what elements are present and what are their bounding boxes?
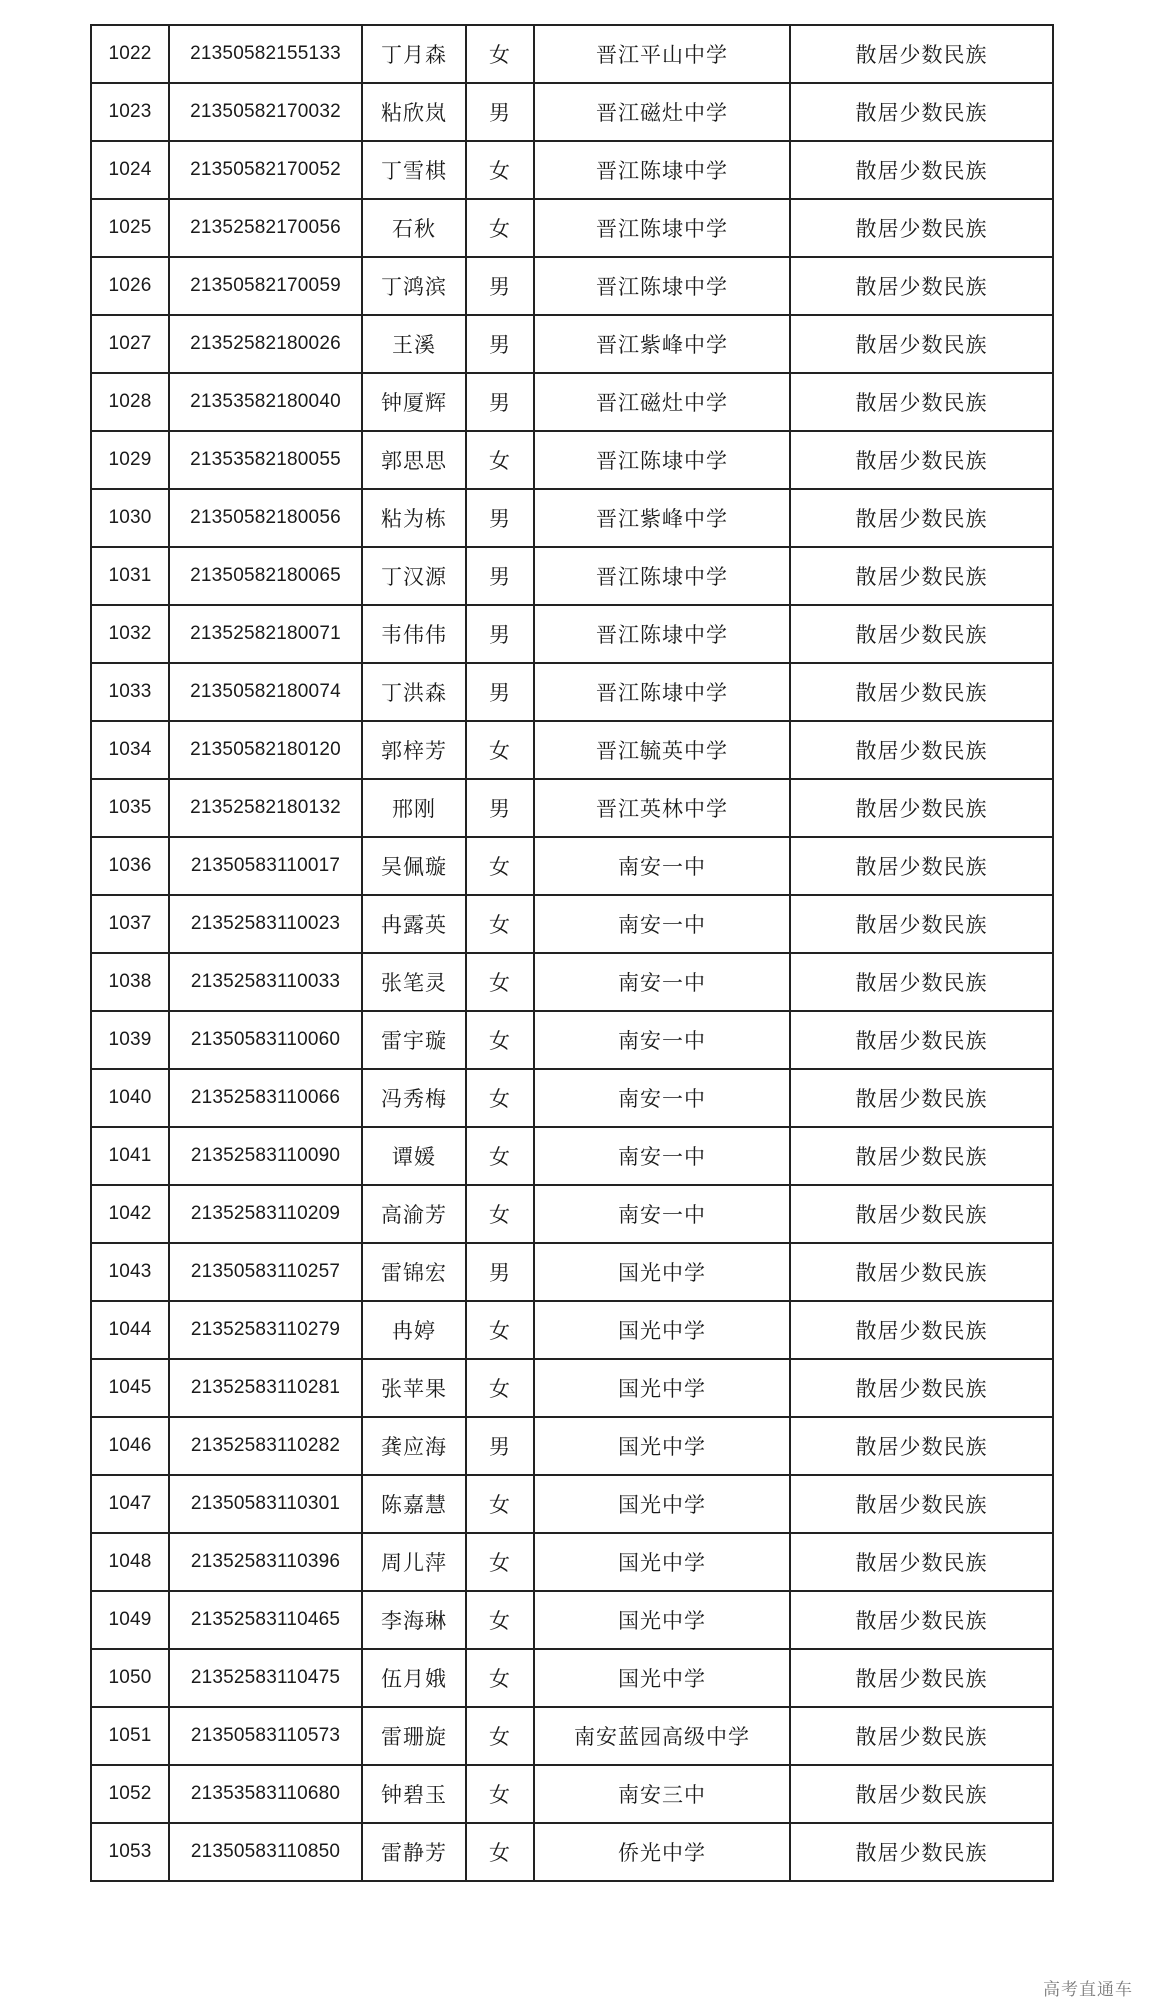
- gender-cell: 男: [466, 257, 534, 315]
- exam-id-cell: 21352583110279: [169, 1301, 362, 1359]
- school-cell: 晋江陈埭中学: [534, 431, 790, 489]
- school-cell: 晋江磁灶中学: [534, 83, 790, 141]
- row-number-cell: 1051: [91, 1707, 169, 1765]
- student-name-cell: 郭思思: [362, 431, 466, 489]
- gender-cell: 男: [466, 779, 534, 837]
- student-name-cell: 周儿萍: [362, 1533, 466, 1591]
- roster-sheet: [90, 24, 1052, 1882]
- school-cell: 南安一中: [534, 1011, 790, 1069]
- gender-cell: 女: [466, 431, 534, 489]
- exam-id-cell: 21350583110850: [169, 1823, 362, 1881]
- student-name-cell: 张笔灵: [362, 953, 466, 1011]
- school-cell: 南安一中: [534, 895, 790, 953]
- exam-id-cell: 21350583110301: [169, 1475, 362, 1533]
- table-row: [91, 199, 1053, 257]
- table-row: [91, 257, 1053, 315]
- row-number-cell: 1037: [91, 895, 169, 953]
- school-cell: 晋江紫峰中学: [534, 489, 790, 547]
- student-name-cell: 韦伟伟: [362, 605, 466, 663]
- school-cell: 南安蓝园高级中学: [534, 1707, 790, 1765]
- table-row: [91, 141, 1053, 199]
- school-cell: 国光中学: [534, 1649, 790, 1707]
- category-cell: 散居少数民族: [790, 663, 1053, 721]
- table-row: [91, 373, 1053, 431]
- student-name-cell: 雷宇璇: [362, 1011, 466, 1069]
- exam-id-cell: 21350582180120: [169, 721, 362, 779]
- student-name-cell: 钟碧玉: [362, 1765, 466, 1823]
- gender-cell: 女: [466, 1127, 534, 1185]
- table-row: [91, 895, 1053, 953]
- category-cell: 散居少数民族: [790, 199, 1053, 257]
- exam-id-cell: 21353582180040: [169, 373, 362, 431]
- table-row: [91, 83, 1053, 141]
- exam-id-cell: 21350582170059: [169, 257, 362, 315]
- table-row: [91, 1011, 1053, 1069]
- category-cell: 散居少数民族: [790, 1533, 1053, 1591]
- exam-id-cell: 21352583110396: [169, 1533, 362, 1591]
- table-row: [91, 779, 1053, 837]
- category-cell: 散居少数民族: [790, 373, 1053, 431]
- table-row: [91, 1475, 1053, 1533]
- category-cell: 散居少数民族: [790, 895, 1053, 953]
- gender-cell: 男: [466, 663, 534, 721]
- table-row: [91, 1649, 1053, 1707]
- gender-cell: 女: [466, 1011, 534, 1069]
- table-row: [91, 721, 1053, 779]
- student-name-cell: 石秋: [362, 199, 466, 257]
- exam-id-cell: 21352583110475: [169, 1649, 362, 1707]
- gender-cell: 男: [466, 315, 534, 373]
- table-row: [91, 1591, 1053, 1649]
- gender-cell: 女: [466, 1359, 534, 1417]
- row-number-cell: 1029: [91, 431, 169, 489]
- exam-id-cell: 21352582180071: [169, 605, 362, 663]
- table-row: [91, 1359, 1053, 1417]
- gender-cell: 男: [466, 83, 534, 141]
- exam-id-cell: 21350582170032: [169, 83, 362, 141]
- row-number-cell: 1023: [91, 83, 169, 141]
- table-row: [91, 837, 1053, 895]
- category-cell: 散居少数民族: [790, 837, 1053, 895]
- row-number-cell: 1027: [91, 315, 169, 373]
- exam-id-cell: 21350582155133: [169, 25, 362, 83]
- row-number-cell: 1044: [91, 1301, 169, 1359]
- row-number-cell: 1043: [91, 1243, 169, 1301]
- student-roster-table: [90, 24, 1054, 1882]
- school-cell: 晋江陈埭中学: [534, 547, 790, 605]
- category-cell: 散居少数民族: [790, 141, 1053, 199]
- exam-id-cell: 21350583110573: [169, 1707, 362, 1765]
- exam-id-cell: 21352583110090: [169, 1127, 362, 1185]
- table-row: [91, 431, 1053, 489]
- school-cell: 南安一中: [534, 837, 790, 895]
- gender-cell: 女: [466, 1765, 534, 1823]
- exam-id-cell: 21352582180026: [169, 315, 362, 373]
- category-cell: 散居少数民族: [790, 605, 1053, 663]
- student-name-cell: 王溪: [362, 315, 466, 373]
- row-number-cell: 1047: [91, 1475, 169, 1533]
- row-number-cell: 1024: [91, 141, 169, 199]
- row-number-cell: 1045: [91, 1359, 169, 1417]
- gender-cell: 女: [466, 837, 534, 895]
- gender-cell: 男: [466, 1243, 534, 1301]
- exam-id-cell: 21350583110257: [169, 1243, 362, 1301]
- exam-id-cell: 21352583110023: [169, 895, 362, 953]
- table-row: [91, 1533, 1053, 1591]
- exam-id-cell: 21350582180056: [169, 489, 362, 547]
- school-cell: 南安一中: [534, 1127, 790, 1185]
- school-cell: 晋江毓英中学: [534, 721, 790, 779]
- category-cell: 散居少数民族: [790, 431, 1053, 489]
- student-name-cell: 谭媛: [362, 1127, 466, 1185]
- school-cell: 南安三中: [534, 1765, 790, 1823]
- gender-cell: 女: [466, 1591, 534, 1649]
- row-number-cell: 1050: [91, 1649, 169, 1707]
- row-number-cell: 1030: [91, 489, 169, 547]
- student-name-cell: 雷静芳: [362, 1823, 466, 1881]
- category-cell: 散居少数民族: [790, 83, 1053, 141]
- student-name-cell: 雷锦宏: [362, 1243, 466, 1301]
- category-cell: 散居少数民族: [790, 315, 1053, 373]
- row-number-cell: 1031: [91, 547, 169, 605]
- student-name-cell: 吴佩璇: [362, 837, 466, 895]
- row-number-cell: 1022: [91, 25, 169, 83]
- table-row: [91, 1301, 1053, 1359]
- category-cell: 散居少数民族: [790, 1011, 1053, 1069]
- student-name-cell: 冉婷: [362, 1301, 466, 1359]
- student-name-cell: 张苹果: [362, 1359, 466, 1417]
- gender-cell: 男: [466, 605, 534, 663]
- school-cell: 国光中学: [534, 1243, 790, 1301]
- student-name-cell: 钟厦辉: [362, 373, 466, 431]
- student-name-cell: 粘为栋: [362, 489, 466, 547]
- gender-cell: 女: [466, 1823, 534, 1881]
- student-name-cell: 郭梓芳: [362, 721, 466, 779]
- category-cell: 散居少数民族: [790, 257, 1053, 315]
- table-row: [91, 605, 1053, 663]
- row-number-cell: 1038: [91, 953, 169, 1011]
- school-cell: 侨光中学: [534, 1823, 790, 1881]
- exam-id-cell: 21352583110465: [169, 1591, 362, 1649]
- school-cell: 晋江陈埭中学: [534, 605, 790, 663]
- school-cell: 晋江陈埭中学: [534, 257, 790, 315]
- exam-id-cell: 21350582170052: [169, 141, 362, 199]
- school-cell: 南安一中: [534, 1069, 790, 1127]
- row-number-cell: 1033: [91, 663, 169, 721]
- category-cell: 散居少数民族: [790, 25, 1053, 83]
- exam-id-cell: 21352582170056: [169, 199, 362, 257]
- student-name-cell: 粘欣岚: [362, 83, 466, 141]
- gender-cell: 女: [466, 895, 534, 953]
- student-name-cell: 陈嘉慧: [362, 1475, 466, 1533]
- student-name-cell: 伍月娥: [362, 1649, 466, 1707]
- gender-cell: 女: [466, 721, 534, 779]
- category-cell: 散居少数民族: [790, 953, 1053, 1011]
- student-name-cell: 冉露英: [362, 895, 466, 953]
- category-cell: 散居少数民族: [790, 1359, 1053, 1417]
- table-row: [91, 1707, 1053, 1765]
- category-cell: 散居少数民族: [790, 1301, 1053, 1359]
- category-cell: 散居少数民族: [790, 1649, 1053, 1707]
- gender-cell: 男: [466, 547, 534, 605]
- gender-cell: 女: [466, 199, 534, 257]
- exam-id-cell: 21350583110060: [169, 1011, 362, 1069]
- school-cell: 晋江陈埭中学: [534, 199, 790, 257]
- student-name-cell: 李海琳: [362, 1591, 466, 1649]
- school-cell: 国光中学: [534, 1417, 790, 1475]
- category-cell: 散居少数民族: [790, 489, 1053, 547]
- table-row: [91, 25, 1053, 83]
- exam-id-cell: 21352583110282: [169, 1417, 362, 1475]
- row-number-cell: 1039: [91, 1011, 169, 1069]
- exam-id-cell: 21352582180132: [169, 779, 362, 837]
- student-name-cell: 龚应海: [362, 1417, 466, 1475]
- exam-id-cell: 21352583110066: [169, 1069, 362, 1127]
- school-cell: 晋江紫峰中学: [534, 315, 790, 373]
- table-row: [91, 1185, 1053, 1243]
- row-number-cell: 1049: [91, 1591, 169, 1649]
- exam-id-cell: 21352583110033: [169, 953, 362, 1011]
- row-number-cell: 1028: [91, 373, 169, 431]
- school-cell: 国光中学: [534, 1301, 790, 1359]
- table-row: [91, 315, 1053, 373]
- student-name-cell: 冯秀梅: [362, 1069, 466, 1127]
- gender-cell: 女: [466, 1707, 534, 1765]
- student-name-cell: 邢刚: [362, 779, 466, 837]
- row-number-cell: 1032: [91, 605, 169, 663]
- category-cell: 散居少数民族: [790, 1243, 1053, 1301]
- exam-id-cell: 21353583110680: [169, 1765, 362, 1823]
- gender-cell: 男: [466, 1417, 534, 1475]
- category-cell: 散居少数民族: [790, 1707, 1053, 1765]
- exam-id-cell: 21350582180074: [169, 663, 362, 721]
- table-row: [91, 1417, 1053, 1475]
- row-number-cell: 1040: [91, 1069, 169, 1127]
- student-name-cell: 高渝芳: [362, 1185, 466, 1243]
- student-name-cell: 丁汉源: [362, 547, 466, 605]
- school-cell: 晋江平山中学: [534, 25, 790, 83]
- student-name-cell: 丁鸿滨: [362, 257, 466, 315]
- category-cell: 散居少数民族: [790, 779, 1053, 837]
- student-name-cell: 丁月森: [362, 25, 466, 83]
- category-cell: 散居少数民族: [790, 1185, 1053, 1243]
- exam-id-cell: 21350583110017: [169, 837, 362, 895]
- row-number-cell: 1026: [91, 257, 169, 315]
- school-cell: 南安一中: [534, 953, 790, 1011]
- table-row: [91, 1127, 1053, 1185]
- category-cell: 散居少数民族: [790, 547, 1053, 605]
- school-cell: 南安一中: [534, 1185, 790, 1243]
- row-number-cell: 1035: [91, 779, 169, 837]
- row-number-cell: 1042: [91, 1185, 169, 1243]
- school-cell: 晋江英林中学: [534, 779, 790, 837]
- student-name-cell: 丁洪森: [362, 663, 466, 721]
- category-cell: 散居少数民族: [790, 1591, 1053, 1649]
- row-number-cell: 1034: [91, 721, 169, 779]
- student-name-cell: 雷珊旋: [362, 1707, 466, 1765]
- row-number-cell: 1041: [91, 1127, 169, 1185]
- exam-id-cell: 21352583110281: [169, 1359, 362, 1417]
- gender-cell: 女: [466, 1185, 534, 1243]
- row-number-cell: 1048: [91, 1533, 169, 1591]
- school-cell: 国光中学: [534, 1591, 790, 1649]
- gender-cell: 女: [466, 1533, 534, 1591]
- row-number-cell: 1025: [91, 199, 169, 257]
- school-cell: 晋江陈埭中学: [534, 663, 790, 721]
- table-row: [91, 663, 1053, 721]
- watermark-text: 高考直通车: [1043, 1980, 1133, 2000]
- table-row: [91, 1069, 1053, 1127]
- row-number-cell: 1036: [91, 837, 169, 895]
- school-cell: 晋江磁灶中学: [534, 373, 790, 431]
- gender-cell: 男: [466, 489, 534, 547]
- category-cell: 散居少数民族: [790, 1417, 1053, 1475]
- roster-body: [91, 25, 1053, 1881]
- school-cell: 晋江陈埭中学: [534, 141, 790, 199]
- category-cell: 散居少数民族: [790, 1069, 1053, 1127]
- table-row: [91, 547, 1053, 605]
- category-cell: 散居少数民族: [790, 1765, 1053, 1823]
- gender-cell: 女: [466, 953, 534, 1011]
- gender-cell: 女: [466, 141, 534, 199]
- gender-cell: 男: [466, 373, 534, 431]
- exam-id-cell: 21350582180065: [169, 547, 362, 605]
- gender-cell: 女: [466, 25, 534, 83]
- gender-cell: 女: [466, 1301, 534, 1359]
- category-cell: 散居少数民族: [790, 1127, 1053, 1185]
- table-row: [91, 1765, 1053, 1823]
- exam-id-cell: 21353582180055: [169, 431, 362, 489]
- category-cell: 散居少数民族: [790, 1823, 1053, 1881]
- table-row: [91, 1823, 1053, 1881]
- school-cell: 国光中学: [534, 1533, 790, 1591]
- gender-cell: 女: [466, 1475, 534, 1533]
- gender-cell: 女: [466, 1649, 534, 1707]
- student-name-cell: 丁雪棋: [362, 141, 466, 199]
- row-number-cell: 1046: [91, 1417, 169, 1475]
- category-cell: 散居少数民族: [790, 1475, 1053, 1533]
- table-row: [91, 1243, 1053, 1301]
- gender-cell: 女: [466, 1069, 534, 1127]
- table-row: [91, 489, 1053, 547]
- school-cell: 国光中学: [534, 1359, 790, 1417]
- exam-id-cell: 21352583110209: [169, 1185, 362, 1243]
- category-cell: 散居少数民族: [790, 721, 1053, 779]
- row-number-cell: 1053: [91, 1823, 169, 1881]
- school-cell: 国光中学: [534, 1475, 790, 1533]
- row-number-cell: 1052: [91, 1765, 169, 1823]
- table-row: [91, 953, 1053, 1011]
